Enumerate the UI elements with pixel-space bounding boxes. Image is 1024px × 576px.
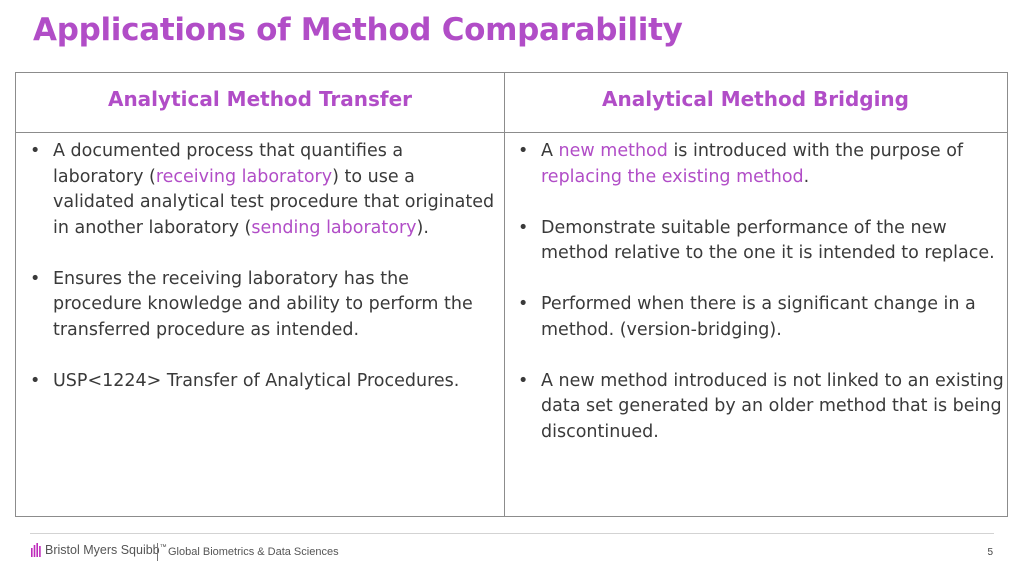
header-divider [16, 132, 1007, 133]
bullet-icon: • [518, 141, 529, 161]
comparison-table [15, 72, 1008, 517]
list-item [26, 267, 496, 344]
highlight-text: receiving laboratory [155, 166, 333, 187]
bullet-text: Demonstrate suitable performance of the new method relative to the one it is intended to replace. [541, 217, 995, 263]
bullet-text: is introduced with the purpose of [667, 141, 964, 161]
bullet-text: ). [416, 217, 429, 238]
bullet-text: Performed when there is a significant change in a method. (version-bridging). [541, 294, 976, 340]
trademark-symbol: ™ [159, 543, 167, 551]
list-item [26, 369, 496, 395]
bullet-text: A documented process that quantifies a laboratory ( [53, 141, 404, 187]
list-item [514, 216, 1004, 267]
bullet-icon: • [518, 217, 529, 238]
bridging-bullet-list [514, 139, 1004, 471]
bullet-icon: • [518, 294, 529, 314]
bullet-text: Ensures the receiving laboratory has the procedure knowledge and ability to perform the transferred procedure as intended. [53, 268, 473, 340]
bullet-icon: • [518, 370, 529, 391]
bullet-text: A [541, 141, 559, 161]
bullet-text: ) to use a validated analytical test procedure that originated in another laboratory ( [53, 166, 495, 238]
column-divider [504, 73, 505, 516]
bullet-icon: • [30, 268, 41, 289]
bullet-icon: • [30, 370, 41, 391]
list-item [26, 139, 496, 241]
bullet-icon: • [30, 141, 41, 161]
column-header-transfer: Analytical Method Transfer [107, 87, 413, 111]
logo-text: Bristol Myers Squibb™ [45, 543, 167, 557]
list-item [514, 139, 1004, 190]
page-number: 5 [987, 547, 993, 558]
list-item [514, 292, 1004, 343]
department-name: Global Biometrics & Data Sciences [168, 546, 339, 558]
list-item [514, 369, 1004, 446]
company-logo [31, 543, 167, 557]
page-title: Applications of Method Comparability [33, 12, 683, 48]
bullet-text: . [803, 166, 810, 187]
bullet-text: USP<1224> Transfer of Analytical Procedures. [53, 370, 460, 391]
highlight-text: sending laboratory [251, 217, 417, 238]
highlight-text: replacing the existing method [541, 166, 804, 187]
bullet-text: A new method introduced is not linked to an existing data set generated by an older method that is being discontinued. [541, 370, 1004, 442]
footer-separator [157, 543, 158, 561]
bms-logo-icon [31, 543, 41, 557]
transfer-bullet-list [26, 139, 496, 420]
column-header-bridging: Analytical Method Bridging [602, 87, 909, 111]
highlight-text: new method [558, 141, 668, 161]
footer-divider [30, 533, 994, 534]
